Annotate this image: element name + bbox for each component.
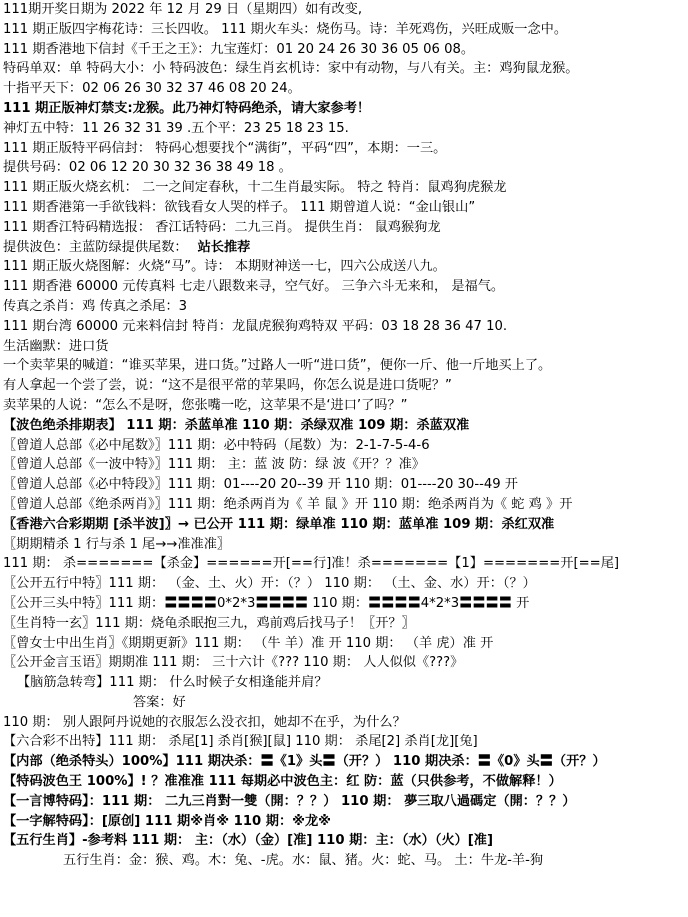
five-elements-line: 〖公开五行中特〗111 期： （金、土、火）开：（？） 110 期： （土、金、水）开：（？） (3, 576, 536, 592)
one-char-code-line: 【一字解特码】：[原创] 111 期※肖※ 110 期：※龙※ (3, 813, 331, 829)
stamp-text: 站长推荐 (197, 239, 251, 255)
golden-words-line: 〖公开金言玉语〗期期准 111 期： 三十六计《??? 110 期： 人人似似《???》 (3, 655, 464, 671)
taiwan-envelope-line: 111 期台湾 60000 元来料信封 特肖：龙鼠虎猴狗鸡特双 平码：03 18 28 36 47 10. (3, 318, 508, 334)
tail-number-line: 〖曾道人总部《必中尾数》〗111 期：必中特码（尾数）为：2-1-7-5-4-6 (3, 437, 430, 453)
one-wave-line: 〖曾道人总部《一波中特》〗111 期： 主：蓝 波 防：绿 波《开？？准》 (3, 457, 425, 473)
madam-zodiac-line: 〖曾女士中出生肖〗《期期更新》111 期： （牛 羊）准 开 110 期： （羊 虎）准 开 (3, 635, 494, 651)
kill-row-title-line: 〖期期精杀 1 行与杀 1 尾→→准准准〗 (3, 536, 231, 552)
hk-half-wave-line: 〖香港六合彩期期 [杀半波]〗→ 已公开 111 期：绿单准 110 期：蓝单准 109 期：杀红双准 (3, 516, 555, 532)
plum-poem-line: 111 期正版四字梅花诗：三长四收。 111 期火车头：烧伤马。诗：羊死鸡伤，兴旺成贩一念中。 (3, 21, 568, 37)
wave-king-line: 【特码波色王 100%】! ？准准准 111 每期必中波色主：红 防：蓝（只供参考，不做解释！） (3, 774, 562, 790)
one-word-code-line: 【一言博特码】：111 期： 二九三肖對一雙（開：？？） 110 期： 夢三取八過碼定（開：？？） (3, 793, 576, 809)
hk-fax-line: 111 期香港 60000 元传真料 七走八跟数来寻，空气好。 三争六斗无来和， 是福气。 (3, 279, 505, 295)
kill-two-zodiac-line: 〖曾道人总部《绝杀两肖》〗111 期：绝杀两肖为《 羊 鼠 》开 110 期：绝杀两肖为《 蛇 鸡 》开 (3, 496, 573, 512)
answer-line: 答案：好 (133, 694, 186, 710)
hk-first-hand-line: 111 期香港第一手欲钱料：欲钱看女人哭的样子。 111 期曾道人说：“金山银山” (3, 199, 476, 215)
no-special-line: 【六合彩不出特】111 期： 杀尾[1] 杀肖[猴][鼠] 110 期： 杀尾[2] 杀肖[龙][兔] (3, 734, 478, 750)
wave-tail-line: 提供波色：主蓝防绿提供尾数： 站长推荐 (3, 239, 251, 255)
draw-date-line: 111期开奖日期为 2022 年 12 月 29 日（星期四）如有改变, (3, 2, 363, 17)
inner-kill-head-line: 【内部（绝杀特头）100%】111 期决杀：〓《1》头〓（开？） 110 期决杀：〓《0》头〓（开？） (3, 754, 606, 770)
teaser-110-line: 110 期： 别人跟阿丹说她的衣服怎么没衣扣，她却不在乎，为什么？ (3, 714, 406, 730)
lottery-document (3, 0, 685, 871)
three-heads-line: 〖公开三头中特〗111 期：〓〓〓〓0*2*3〓〓〓〓 110 期：〓〓〓〓4*2*3〓〓〓〓 开 (3, 595, 530, 611)
xiangjiang-line: 111 期香江特码精选报： 香江话特码：二九三肖。 提供生肖： 鼠鸡猴狗龙 (3, 219, 441, 235)
kill-gold-line: 111 期： 杀=======【杀金】======开[==行]准！杀=======【1】=======开[==尾] (3, 556, 620, 572)
flat-envelope-line: 111 期正版特平码信封： 特码心想要找个“满街”，平码“四”，本期：一三。 (3, 140, 447, 156)
humor-line-1: 一个卖苹果的喊道：“谁买苹果，进口货。”过路人一听“进口货”，便你一斤、他一斤地买上了。 (3, 358, 552, 374)
humor-line-3: 卖苹果的人说：“怎么不是呀，您张嘴一吃，这苹果不是‘进口’了吗？” (3, 397, 408, 413)
wave-kill-schedule-line: 【波色绝杀排期表】 111 期：杀蓝单准 110 期：杀绿双准 109 期：杀蓝双准 (3, 417, 470, 433)
fire-mystery-line: 111 期正版火烧玄机： 二一之间定春秋，十二生肖最实际。 特之 特肖：鼠鸡狗虎猴龙 (3, 180, 507, 196)
element-list-line: 五行生肖：金：猴、鸡。木：兔、-虎。水：鼠、猪。火：蛇、马。 土：牛龙-羊-狗 (63, 853, 544, 869)
fire-diagram-line: 111 期正版火烧图解：火烧“马”。诗： 本期财神送一七，四六公成送八九。 (3, 259, 446, 275)
odd-even-line: 特码单双：单 特码大小：小 特码波色：绿生肖玄机诗：家中有动物，与八有关。主：鸡狗鼠龙猴。 (3, 61, 579, 77)
five-element-zodiac-line: 【五行生肖】-参考料 111 期： 主：（水）（金）[准] 110 期：主：（水）（火）[准] (3, 833, 494, 849)
hk-envelope-line: 111 期香港地下信封《千王之王》：九宝莲灯：01 20 24 26 30 36 05 06 08。 (3, 41, 475, 57)
fax-kill-line: 传真之杀肖：鸡 传真之杀尾：3 (3, 298, 188, 314)
provided-numbers-line: 提供号码：02 06 12 20 30 32 36 38 49 18 。 (3, 160, 292, 176)
humor-title-line: 生活幽默：进口货 (3, 338, 109, 354)
zodiac-mystery-line: 〖生肖特一玄〗111 期：烧龟杀眠抱三九，鸡前鸡后找马子！〖开？〗 (3, 615, 415, 631)
lamp-five-line: 神灯五中特：11 26 32 31 39 .五个平：23 25 18 23 15. (3, 120, 349, 136)
lamp-ban-line: 111 期正版神灯禁支:龙猴。此乃神灯特码绝杀，请大家参考！ (3, 100, 371, 116)
humor-line-2: 有人拿起一个尝了尝，说：“这不是很平常的苹果吗，你怎么说是进口货呢？” (3, 378, 452, 394)
ten-fingers-line: 十指平天下：02 06 26 30 32 37 46 08 20 24。 (3, 81, 301, 97)
segment-line: 〖曾道人总部《必中特段》〗111 期：01----20 20--39 开 110 期：01----20 30--49 开 (3, 477, 518, 493)
brain-teaser-line: 【脑筋急转弯】111 期： 什么时候子女相逢能并肩？ (17, 675, 328, 691)
